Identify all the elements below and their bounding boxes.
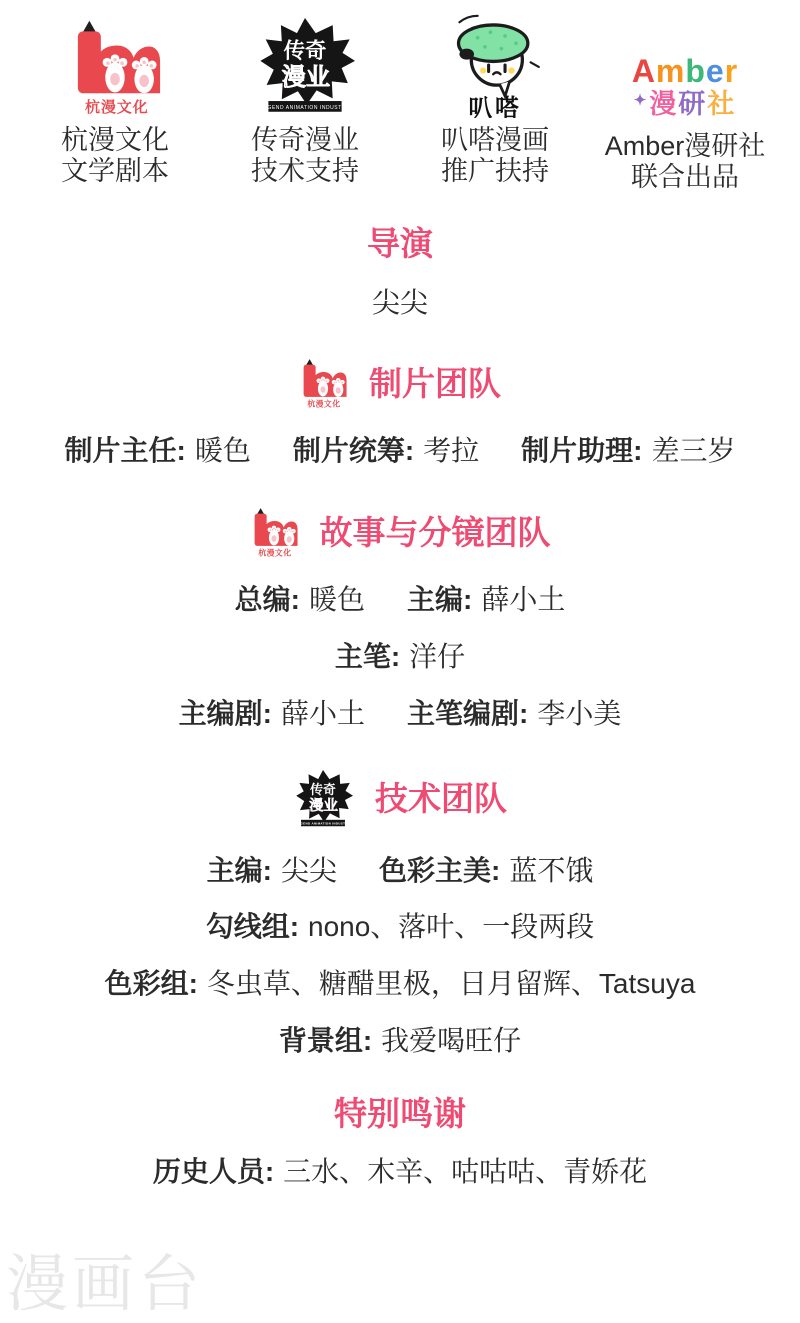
credit-item <box>335 642 465 673</box>
partner-name: 传奇漫业 <box>251 125 359 155</box>
credit-item <box>407 585 565 616</box>
credit-label: 勾线组: <box>205 911 300 943</box>
amber-letter: m <box>655 53 686 89</box>
credit-value: 尖尖 <box>280 854 337 886</box>
credit-row <box>0 1026 800 1057</box>
credit-row <box>0 436 800 467</box>
partner-name: 杭漫文化 <box>61 125 169 155</box>
hangman-logo-icon <box>299 358 347 410</box>
credit-label: 总编: <box>234 584 300 616</box>
credit-row <box>0 969 800 1000</box>
credit-item <box>293 436 479 467</box>
credit-value: 我爱喝旺仔 <box>381 1025 522 1057</box>
credit-value: 考拉 <box>423 435 480 467</box>
credit-item <box>407 699 621 730</box>
section-title: 制片团队 <box>369 365 501 403</box>
credit-label: 色彩主美: <box>379 854 501 886</box>
amber-wordmark-line1 <box>632 55 738 87</box>
amber-char: 研 <box>678 89 708 119</box>
credit-row <box>0 585 800 616</box>
credit-value: 蓝不饿 <box>509 854 594 886</box>
credit-item <box>64 436 250 467</box>
credit-value: 暖色 <box>308 584 365 616</box>
credit-row <box>0 699 800 730</box>
legend-logo-icon <box>255 14 355 118</box>
credit-value: 洋仔 <box>409 641 466 673</box>
section-special-thanks <box>0 1094 800 1188</box>
credit-row <box>0 912 800 943</box>
section-title: 特别鸣谢 <box>334 1094 466 1132</box>
credit-value: nono、落叶、一段两段 <box>308 911 595 943</box>
credit-item <box>206 912 595 943</box>
legend-logo-icon <box>293 770 353 830</box>
partner-name: 叭嗒漫画 <box>441 125 549 155</box>
section-header-tech <box>0 770 800 830</box>
hangman-logo-icon <box>250 507 298 559</box>
credit-item <box>521 436 735 467</box>
credit-label: 主编剧: <box>178 697 272 729</box>
credit-item <box>372 288 428 319</box>
amber-wordmark-line2 <box>634 91 737 118</box>
partner-hangman <box>27 14 203 193</box>
partner-role: 推广扶持 <box>441 156 549 186</box>
credit-label: 制片统筹: <box>292 435 415 467</box>
section-title: 导演 <box>367 225 433 262</box>
credit-label: 历史人员: <box>152 1156 275 1188</box>
section-header-special-thanks <box>0 1094 800 1132</box>
partner-bada <box>407 14 583 193</box>
section-director <box>0 227 800 318</box>
credit-value: 尖尖 <box>371 286 428 318</box>
credit-item <box>105 969 696 1000</box>
partner-legend <box>217 14 393 193</box>
credit-item <box>379 856 593 887</box>
partner-role: 文学剧本 <box>61 156 169 186</box>
amber-char: 漫 <box>649 89 679 119</box>
credit-row <box>0 642 800 673</box>
section-story-storyboard <box>0 507 800 729</box>
bada-logo-icon <box>444 14 546 118</box>
credit-row <box>0 288 800 319</box>
credit-value: 暖色 <box>194 435 251 467</box>
credit-value: 薛小土 <box>280 697 365 729</box>
hangman-logo-icon <box>69 14 161 118</box>
credit-label: 主编: <box>407 584 473 616</box>
amber-char: 社 <box>707 89 737 119</box>
sparkle-icon: ✦ <box>633 92 649 109</box>
amber-letter: b <box>685 53 706 89</box>
amber-letter: e <box>705 53 725 89</box>
partners-row <box>0 0 800 193</box>
credit-row <box>0 856 800 887</box>
credit-value: 差三岁 <box>651 435 736 467</box>
partner-role: 联合出品 <box>631 162 739 192</box>
amber-letter: A <box>631 53 656 89</box>
credit-label: 主编: <box>206 854 272 886</box>
amber-logo-icon <box>632 14 738 124</box>
credit-label: 主笔: <box>334 641 401 673</box>
amber-letter: r <box>724 53 739 89</box>
section-tech <box>0 770 800 1057</box>
section-title: 故事与分镜团队 <box>319 513 551 551</box>
credit-value: 冬虫草、糖醋里极，日月留辉、Tatsuya <box>206 968 696 1000</box>
section-header-story-storyboard <box>0 507 800 559</box>
credit-item <box>153 1157 647 1188</box>
credit-label: 主笔编剧: <box>407 697 529 729</box>
partner-amber <box>597 14 773 193</box>
section-header-director <box>0 227 800 262</box>
partner-role: 技术支持 <box>251 156 359 186</box>
credit-item <box>207 856 337 887</box>
credit-label: 制片助理: <box>521 435 643 467</box>
credit-item <box>235 585 365 616</box>
partner-name: Amber漫研社 <box>604 131 766 161</box>
section-header-production <box>0 358 800 410</box>
manhuatai-watermark: 漫画台 <box>6 1250 205 1319</box>
credit-label: 制片主任: <box>64 435 186 467</box>
credit-value: 三水、木辛、咕咕咕、青娇花 <box>283 1156 648 1188</box>
credit-row <box>0 1157 800 1188</box>
credits-sections <box>0 227 800 1188</box>
credit-label: 背景组: <box>278 1025 373 1057</box>
credit-item <box>179 699 365 730</box>
credit-item <box>279 1026 521 1057</box>
section-production <box>0 358 800 467</box>
credit-value: 薛小土 <box>481 584 566 616</box>
credit-value: 李小美 <box>537 697 622 729</box>
credit-label: 色彩组: <box>104 968 198 1000</box>
section-title: 技术团队 <box>375 780 507 818</box>
